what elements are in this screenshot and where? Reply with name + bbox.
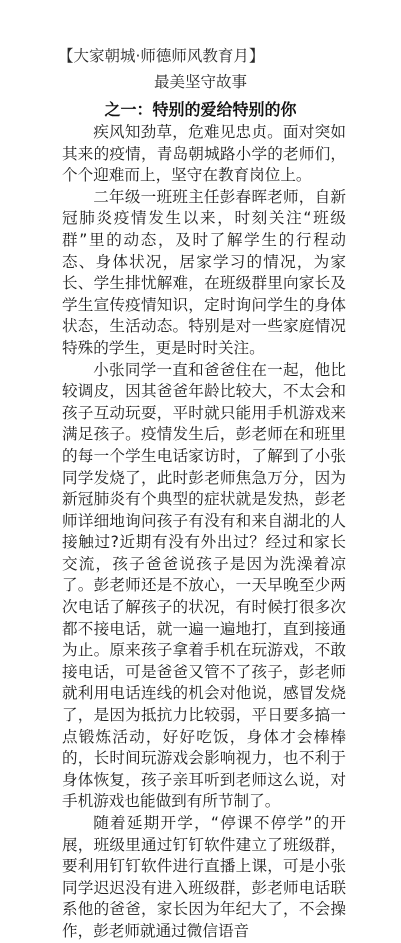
series-title: 【大家朝城·师德师风教育月】 [58, 47, 265, 65]
paragraph: 二年级一班班主任彭春晖老师，自新冠肺炎疫情发生以来，时刻关注“班级群”里的动态，及时了解学生的行程动态、身体状况，居家学习的情况，为家长、学生排忧解难，在班级群里向家长及学生宣传疫情知识，定时询问学生的身体状态，生活动态。特别是对一些家庭情况特殊的学生，更是时时关注。 [62, 187, 346, 357]
paragraph: 小张同学一直和爸爸住在一起，他比较调皮，因其爸爸年龄比较大，不太会和孩子互动玩耍，平时就只能用手机游戏来满足孩子。疫情发生后，彭老师在和班里的每一个学生电话家访时，了解到了小张同学发烧了，此时彭老师焦急万分，因为新冠肺炎有个典型的症状就是发热，彭老师详细地询问孩子有没有和来自湖北的人接触过?近期有没有外出过？经过和家长交流，孩子爸爸说孩子是因为洗澡着凉了。彭老师还是不放心，一天早晚至少两次电话了解孩子的状况，有时候打很多次都不接电话，就一遍一遍地打，直到接通为止。原来孩子拿着手机在玩游戏，不敢接电话，可是爸爸又管不了孩子，彭老师就利用电话连线的机会对他说，感冒发烧了，是因为抵抗力比较弱，平日要多搞一点锻炼活动，好好吃饭，身体才会棒棒的，长时间玩游戏会影响视力，也不利于身体恢复，孩子亲耳听到老师这么说，对手机游戏也能做到有所节制了。 [62, 360, 346, 811]
paragraph: 疾风知劲草，危难见忠贞。面对突如其来的疫情，青岛朝城路小学的老师们，个个迎难而上，坚守在教育岗位上。 [62, 123, 346, 185]
section-title: 之一：特别的爱给特别的你 [104, 100, 297, 119]
article-body [62, 122, 346, 943]
paragraph: 随着延期开学，“停课不停学”的开展，班级里通过钉钉软件建立了班级群，要利用钉钉软件进行直播上课，可是小张同学迟迟没有进入班级群，彭老师电话联系他的爸爸，家长因为年纪大了，不会操作，彭老师就通过微信语音 [62, 814, 346, 940]
article-subtitle: 最美坚守故事 [153, 73, 247, 91]
